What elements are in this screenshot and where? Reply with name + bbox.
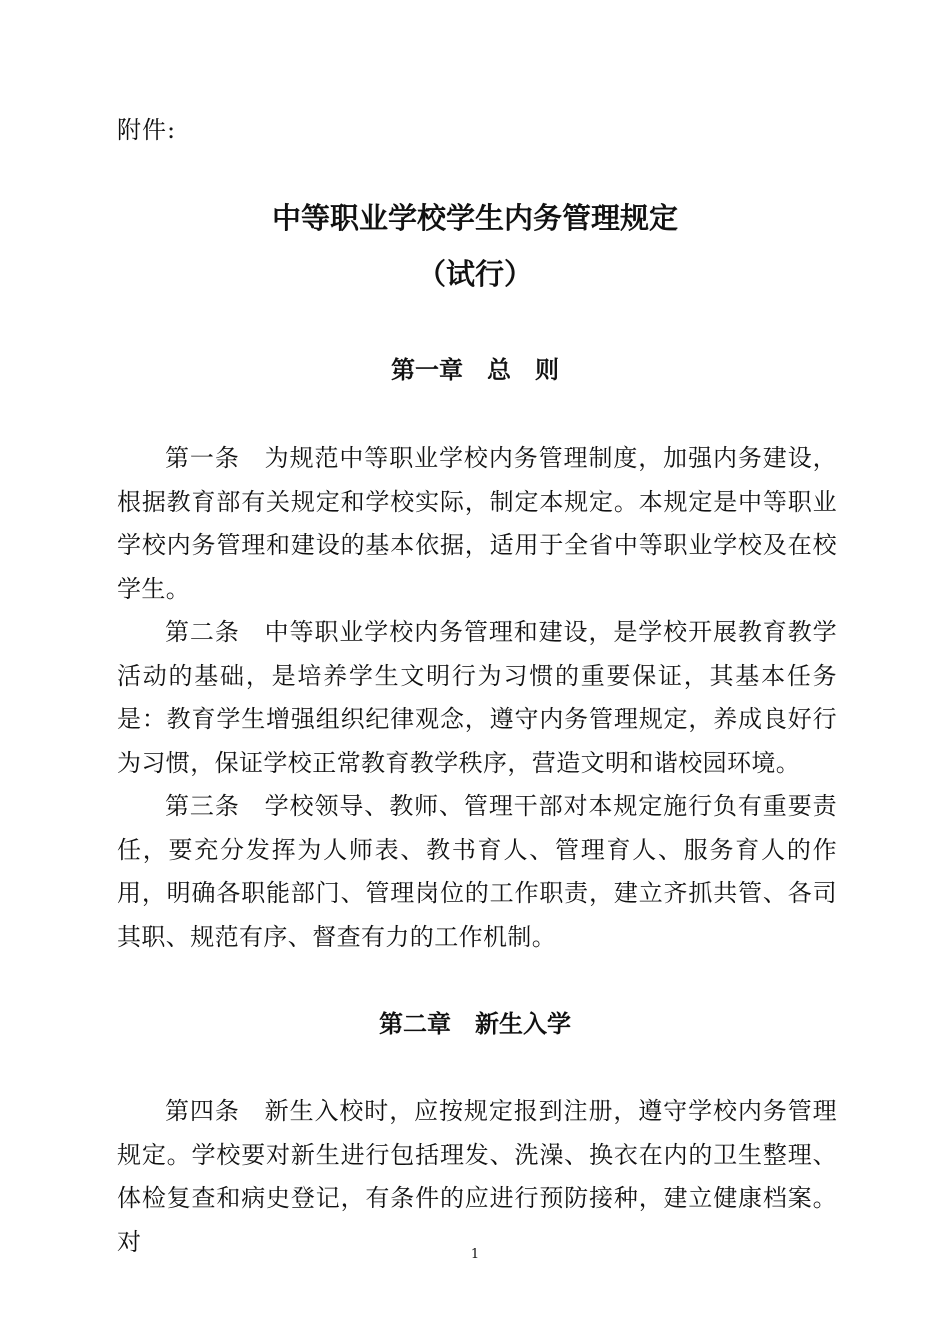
article-number: 第一条 — [165, 444, 240, 472]
article-3 — [117, 785, 837, 959]
page-number: 1 — [470, 1247, 480, 1262]
article-1 — [117, 437, 837, 611]
article-gap — [240, 792, 265, 820]
chapter-heading-1: 第一章 总 则 — [391, 356, 559, 384]
article-gap — [240, 618, 265, 646]
article-number: 第三条 — [165, 792, 240, 820]
article-number: 第二条 — [165, 618, 240, 646]
article-text: 新生入校时，应按规定报到注册，遵守学校内务管理规定。学校要对新生进行包括理发、洗澡、换衣在内的卫生整理、体检复查和病史登记，有条件的应进行预防接种，建立健康档案。对 — [117, 1097, 838, 1256]
document-title: 中等职业学校学生内务管理规定 — [271, 201, 678, 235]
document-subtitle: （试行） — [416, 257, 533, 291]
article-gap — [240, 1097, 265, 1125]
article-text: 学校领导、教师、管理干部对本规定施行负有重要责任，要充分发挥为人师表、教书育人、管理育人、服务育人的作用，明确各职能部门、管理岗位的工作职责，建立齐抓共管、各司其职、规范有序、督查有力的工作机制。 — [117, 792, 838, 951]
article-gap — [240, 444, 265, 472]
article-text: 为规范中等职业学校内务管理制度，加强内务建设，根据教育部有关规定和学校实际，制定本规定。本规定是中等职业学校内务管理和建设的基本依据，适用于全省中等职业学校及在校学生。 — [117, 444, 838, 603]
article-text: 中等职业学校内务管理和建设，是学校开展教育教学活动的基础，是培养学生文明行为习惯的重要保证，其基本任务是：教育学生增强组织纪律观念，遵守内务管理规定，养成良好行为习惯，保证学校正常教育教学秩序，营造文明和谐校园环境。 — [117, 618, 838, 777]
article-4 — [117, 1090, 837, 1264]
attachment-label: 附件: — [117, 116, 177, 144]
article-number: 第四条 — [165, 1097, 240, 1125]
article-2 — [117, 611, 837, 785]
chapter-heading-2: 第二章 新生入学 — [379, 1010, 571, 1038]
